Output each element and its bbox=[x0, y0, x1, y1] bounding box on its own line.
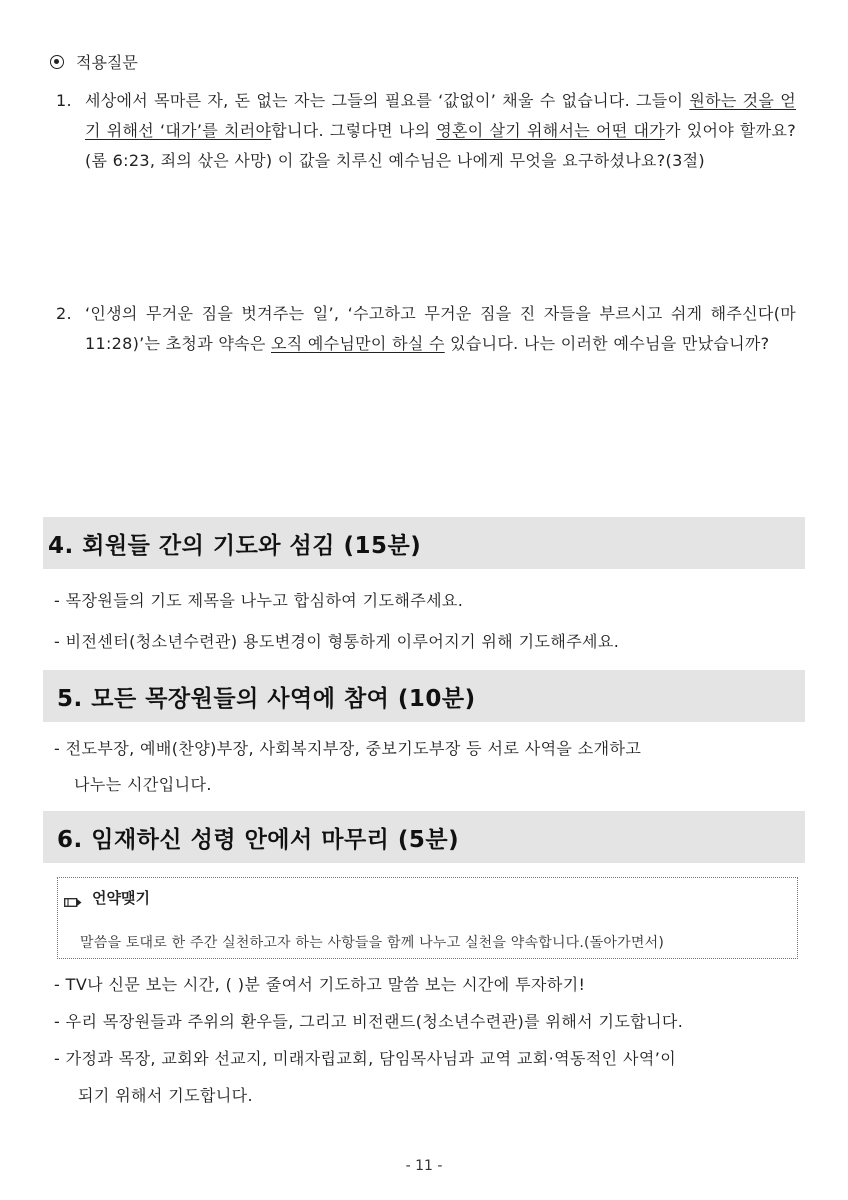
underlined-phrase: 오직 예수님만이 하실 수 bbox=[271, 334, 445, 353]
covenant-text: 말씀을 토대로 한 주간 실천하고자 하는 사항들을 함께 나누고 실천을 약속합니다.(돌아가면서) bbox=[80, 935, 664, 951]
covenant-title-label: 언약맺기 bbox=[92, 889, 150, 907]
section-5-header bbox=[43, 670, 805, 722]
section-6-item: - 우리 목장원들과 주위의 환우들, 그리고 비전랜드(청소년수련관)를 위해서 기도합니다. bbox=[54, 1012, 684, 1031]
section-5-item: - 전도부장, 예배(찬양)부장, 사회복지부장, 중보기도부장 등 서로 사역을 소개하고 bbox=[54, 739, 642, 758]
underlined-phrase: 원하는 것을 얻기 위해선 ‘대가’를 치러야 bbox=[85, 91, 796, 140]
radio-bullet-icon bbox=[50, 55, 64, 69]
section-6-heading: 6. 임재하신 성령 안에서 마무리 (5분) bbox=[57, 826, 460, 853]
pencil-icon bbox=[64, 893, 82, 902]
question-2-text: ‘인생의 무거운 짐을 벗겨주는 일’, ‘수고하고 무거운 짐을 진 자들을 부르시고 쉬게 해주신다(마11:28)’는 초청과 약속은 오직 예수님만이 하실 수 있습니다. 나는 이러한 예수님을 만났습니까? bbox=[85, 304, 796, 353]
section-6-item: - TV나 신문 보는 시간, ( )분 줄여서 기도하고 말씀 보는 시간에 투자하기! bbox=[54, 975, 586, 994]
section-4-item: - 비전센터(청소년수련관) 용도변경이 형통하게 이루어지기 위해 기도해주세요. bbox=[54, 632, 620, 651]
covenant-box bbox=[57, 877, 798, 959]
section-4-item: - 목장원들의 기도 제목을 나누고 합심하여 기도해주세요. bbox=[54, 591, 464, 610]
covenant-title bbox=[64, 887, 150, 908]
application-questions-title bbox=[50, 50, 138, 73]
section-4-heading: 4. 회원들 간의 기도와 섬김 (15분) bbox=[48, 532, 422, 559]
question-1-number: 1. bbox=[56, 91, 72, 110]
section-5-heading: 5. 모든 목장원들의 사역에 참여 (10분) bbox=[57, 685, 476, 712]
section-5-item-continued: 나누는 시간입니다. bbox=[74, 775, 212, 794]
section-4-header bbox=[43, 517, 805, 569]
question-2 bbox=[56, 299, 796, 359]
question-1-text: 세상에서 목마른 자, 돈 없는 자는 그들의 필요를 ‘값없이’ 채울 수 없습니다. 그들이 원하는 것을 얻기 위해선 ‘대가’를 치러야합니다. 그렇다면 나의 영혼이 살기 위해서는 어떤 대가가 있어야 할까요?(롬 6:23, 죄의 삯은 사망) 이 값을 치루신 예수님은 나에게 무엇을 요구하셨나요?(3절) bbox=[85, 91, 796, 170]
question-2-number: 2. bbox=[56, 304, 72, 323]
section-6-item-continued: 되기 위해서 기도합니다. bbox=[78, 1086, 254, 1105]
question-1 bbox=[56, 86, 796, 176]
underlined-phrase: 영혼이 살기 위해서는 어떤 대가 bbox=[436, 121, 665, 140]
section-6-header bbox=[43, 811, 805, 863]
page-number: - 11 - bbox=[405, 1158, 443, 1174]
application-questions-label: 적용질문 bbox=[76, 53, 138, 72]
section-6-item: - 가정과 목장, 교회와 선교지, 미래자립교회, 담임목사님과 교역 교회·역동적인 사역’이 bbox=[54, 1049, 677, 1068]
